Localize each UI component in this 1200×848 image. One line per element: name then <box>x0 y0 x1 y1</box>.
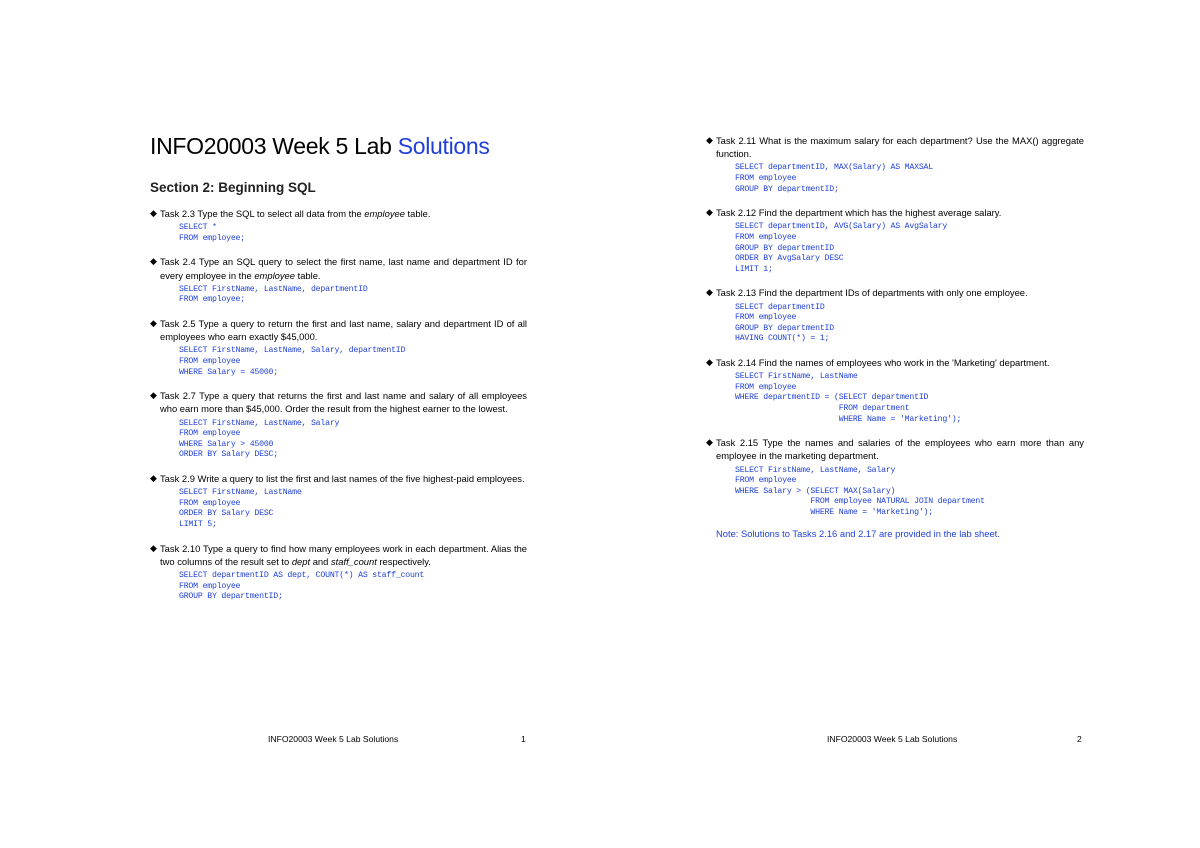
right-task-list <box>706 134 1084 540</box>
task-item <box>706 134 1084 195</box>
task-item <box>706 206 1084 275</box>
sql-code-block: SELECT departmentID FROM employee GROUP BY departmentID HAVING COUNT(*) = 1; <box>735 302 834 344</box>
task-text: Task 2.10 Type a query to find how many employees work in each department. Alias the two columns of the result set to dept and staff_count respectively. <box>160 542 527 567</box>
sql-code-block: SELECT departmentID AS dept, COUNT(*) AS staff_count FROM employee GROUP BY departmentID; <box>179 570 425 602</box>
left-task-list <box>150 207 527 614</box>
task-item <box>150 389 527 461</box>
footer-title: INFO20003 Week 5 Lab Solutions <box>827 734 958 744</box>
task-item <box>150 317 527 378</box>
task-text: Task 2.7 Type a query that returns the first and last name and salary of all employees who earn more than $45,000. Order the result from the highest earner to the lowest. <box>160 390 527 415</box>
page-number: 1 <box>521 734 526 744</box>
task-text: Task 2.5 Type a query to return the first and last name, salary and department ID of all employees who earn exactly $45,000. <box>160 317 527 343</box>
diamond-bullet-icon: ◆ <box>706 437 713 448</box>
sql-code-block: SELECT FirstName, LastName FROM employee WHERE departmentID = (SELECT departmentID FROM department WHERE Name = 'Marketing'); <box>735 372 962 424</box>
sql-code-block: SELECT FirstName, LastName, departmentID FROM employee; <box>179 284 368 305</box>
sql-code-block: SELECT FirstName, LastName FROM employee ORDER BY Salary DESC LIMIT 5; <box>179 488 302 529</box>
task-text: Task 2.9 Write a query to list the first and last names of the five highest-paid employees. <box>160 472 525 484</box>
sql-code-block: SELECT departmentID, AVG(Salary) AS AvgSalary FROM employee GROUP BY departmentID ORDER BY AvgSalary DESC LIMIT 1; <box>735 222 948 274</box>
task-text: Task 2.12 Find the department which has the highest average salary. <box>716 207 1002 219</box>
section-heading: Section 2: Beginning SQL <box>150 180 316 195</box>
diamond-bullet-icon: ◆ <box>706 207 713 218</box>
task-item <box>706 356 1084 425</box>
sql-code-block: SELECT * FROM employee; <box>179 223 245 243</box>
task-text: Task 2.14 Find the names of employees who work in the 'Marketing' department. <box>716 356 1050 368</box>
sql-code-block: SELECT departmentID, MAX(Salary) AS MAXSAL FROM employee GROUP BY departmentID; <box>735 163 933 194</box>
task-item <box>706 436 1084 518</box>
task-text: Task 2.3 Type the SQL to select all data from the employee table. <box>160 208 431 219</box>
sql-code-block: SELECT FirstName, LastName, Salary FROM employee WHERE Salary > 45000 ORDER BY Salary DESC; <box>179 418 340 460</box>
diamond-bullet-icon: ◆ <box>706 356 713 367</box>
title-accent: Solutions <box>397 133 490 159</box>
sql-code-block: SELECT FirstName, LastName, Salary FROM employee WHERE Salary > (SELECT MAX(Salary) FROM employee NATURAL JOIN department WHERE Name = 'Marketing'); <box>735 465 985 517</box>
page-number: 2 <box>1077 734 1082 744</box>
diamond-bullet-icon: ◆ <box>706 135 713 145</box>
sql-code-block: SELECT FirstName, LastName, Salary, departmentID FROM employee WHERE Salary = 45000; <box>179 346 406 377</box>
diamond-bullet-icon: ◆ <box>706 287 713 298</box>
task-text: Task 2.13 Find the department IDs of departments with only one employee. <box>716 287 1028 299</box>
page-2 <box>600 0 1200 848</box>
title-main: INFO20003 Week 5 Lab <box>150 133 398 159</box>
diamond-bullet-icon: ◆ <box>150 256 157 267</box>
diamond-bullet-icon: ◆ <box>150 472 157 483</box>
diamond-bullet-icon: ◆ <box>150 542 157 553</box>
task-item <box>150 472 527 531</box>
task-text: Task 2.11 What is the maximum salary for each department? Use the MAX() aggregate function. <box>716 135 1084 160</box>
diamond-bullet-icon: ◆ <box>150 390 157 401</box>
task-item <box>150 542 527 603</box>
diamond-bullet-icon: ◆ <box>150 208 157 218</box>
task-text: Task 2.15 Type the names and salaries of the employees who earn more than any employee in the marketing department. <box>716 437 1084 462</box>
diamond-bullet-icon: ◆ <box>150 317 157 328</box>
task-text: Task 2.4 Type an SQL query to select the first name, last name and department ID for every employee in the employee table. <box>160 256 527 281</box>
solutions-note: Note: Solutions to Tasks 2.16 and 2.17 are provided in the lab sheet. <box>716 528 1000 540</box>
task-item <box>150 255 527 306</box>
task-item <box>150 207 527 244</box>
footer-title: INFO20003 Week 5 Lab Solutions <box>268 734 399 744</box>
task-item <box>706 286 1084 345</box>
page-title <box>150 133 490 160</box>
